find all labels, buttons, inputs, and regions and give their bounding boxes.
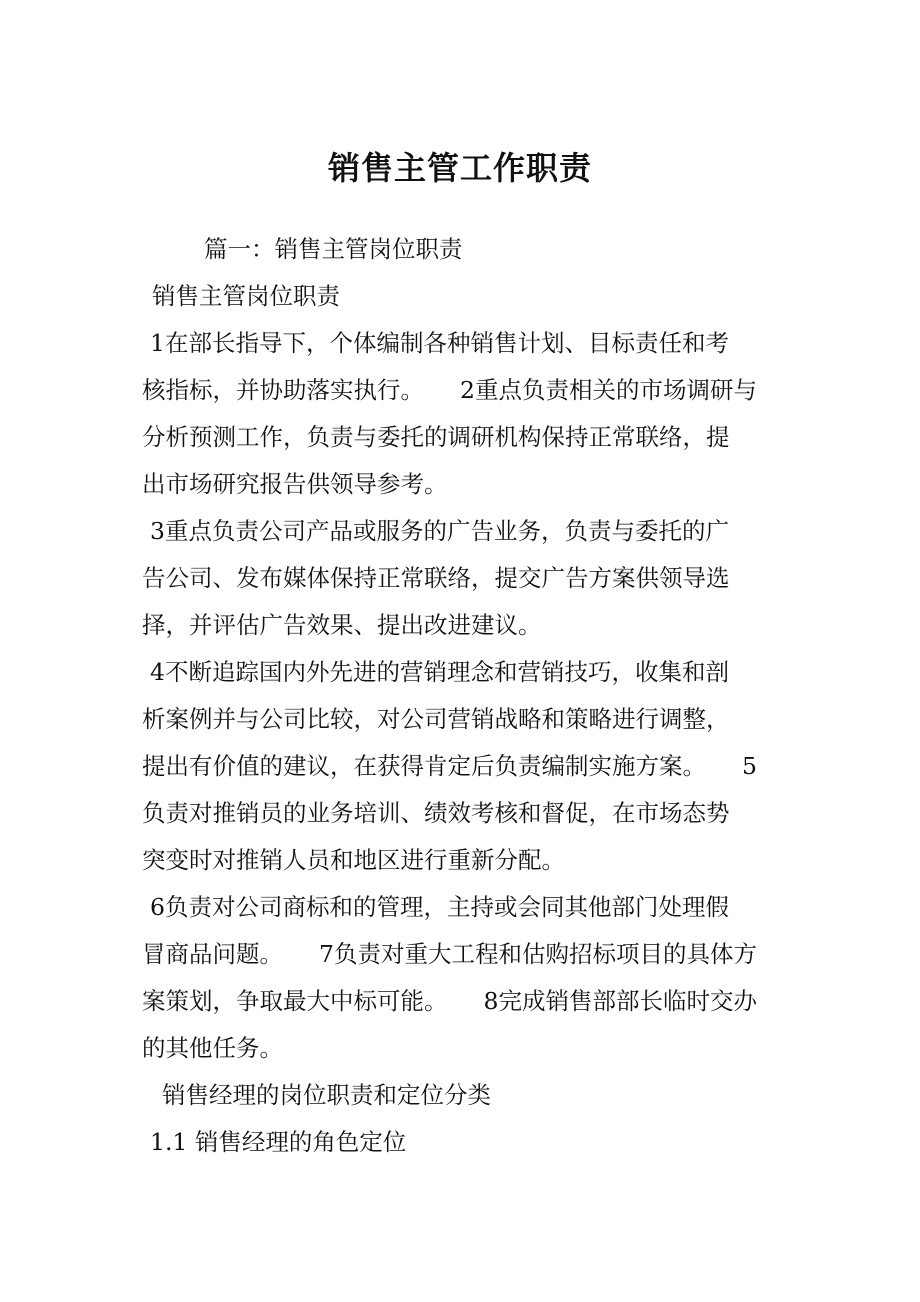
line-text: 1.1 销售经理的角色定位 [150,1128,407,1156]
duty-item-3 [142,508,782,555]
line-text: 出市场研究报告供领导参考。 [142,470,448,498]
duty-line [142,790,782,837]
duty-item-6 [142,884,782,931]
duty-line [142,414,782,461]
duty-line [142,555,782,602]
duty-line [142,837,782,884]
line-text: 析案例并与公司比较，对公司营销战略和策略进行调整， [142,705,730,733]
document-title: 销售主管工作职责 [327,149,592,187]
duty-line [142,978,782,1025]
line-text: 突变时对推销人员和地区进行重新分配。 [142,846,565,874]
line-text: 6负责对公司商标和的管理，主持或会同其他部门处理假 [150,893,729,921]
line-text: 分析预测工作，负责与委托的调研机构保持正常联络，提 [142,423,730,451]
line-text: 告公司、发布媒体保持正常联络，提交广告方案供领导选 [142,564,730,592]
duty-item-2: 2重点负责相关的市场调研与 [460,376,757,404]
line-text: 冒商品问题。 [142,940,283,968]
sub-heading: 销售主管岗位职责 [152,282,340,310]
line-text: 案策划，争取最大中标可能。 [142,987,448,1015]
duty-line [142,461,782,508]
line-text: 核指标，并协助落实执行。 [142,376,424,404]
duty-line [142,931,782,978]
duty-line [142,602,782,649]
line-text: 3重点负责公司产品或服务的广告业务，负责与委托的广 [150,517,729,545]
line-text: 提出有价值的建议，在获得肯定后负责编制实施方案。 [142,752,706,780]
duty-line [142,743,782,790]
duty-line [142,1025,782,1072]
section-heading: 篇一：销售主管岗位职责 [204,235,463,263]
subsection-1-1 [142,1119,782,1166]
duty-item-7: 7负责对重大工程和估购招标项目的具体方 [319,940,757,968]
duty-line [142,367,782,414]
line-text: 4不断追踪国内外先进的营销理念和营销技巧，收集和剖 [150,658,729,686]
document-body [142,226,782,1166]
line-text: 的其他任务。 [142,1034,283,1062]
duty-item-4 [142,649,782,696]
duty-line [142,696,782,743]
line-text: 1在部长指导下，个体编制各种销售计划、目标责任和考 [150,329,729,357]
duty-item-8: 8完成销售部部长临时交办 [483,987,757,1015]
duty-item-1 [142,320,782,367]
line-text: 择，并评估广告效果、提出改进建议。 [142,611,542,639]
duty-item-5: 5 [742,752,757,780]
line-text: 销售经理的岗位职责和定位分类 [162,1081,491,1109]
manager-section-heading [142,1072,782,1119]
line-text: 负责对推销员的业务培训、绩效考核和督促，在市场态势 [142,799,730,827]
